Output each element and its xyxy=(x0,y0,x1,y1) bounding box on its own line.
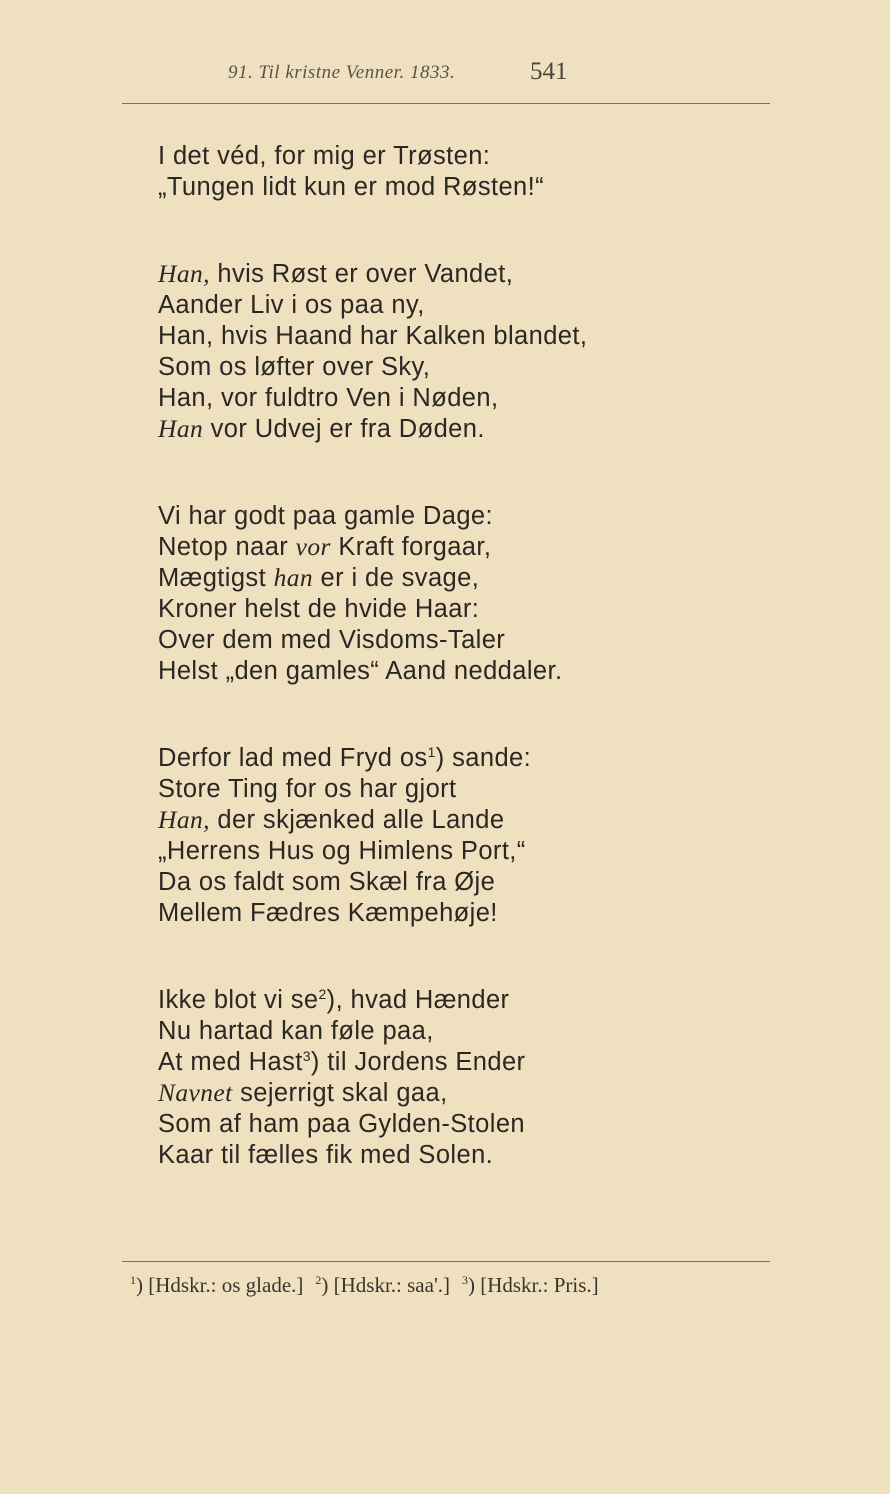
verse-line xyxy=(158,804,587,835)
footnote-mark: 2 xyxy=(315,1273,322,1287)
verse-line xyxy=(158,773,587,804)
stanza xyxy=(158,742,587,928)
verse-text: Kroner helst de hvide Haar: xyxy=(158,595,480,623)
verse-line xyxy=(158,1015,587,1046)
footnotes xyxy=(130,1273,611,1298)
verse-text: Helst „den gamles“ Aand neddaler. xyxy=(158,657,563,685)
stanza xyxy=(158,140,587,202)
footnote xyxy=(315,1273,450,1297)
verse-text: ) til Jordens Ender xyxy=(310,1048,526,1076)
italic-text: Han, xyxy=(158,805,210,834)
verse-text: „Tungen lidt kun er mod Røsten!“ xyxy=(158,173,545,201)
verse-line xyxy=(158,351,587,382)
italic-text: Navnet xyxy=(158,1078,233,1107)
footnote-ref: 1 xyxy=(427,744,436,760)
verse-line xyxy=(158,171,587,202)
verse-line xyxy=(158,1139,587,1170)
verse-text: er i de svage, xyxy=(313,564,480,592)
verse-text: Da os faldt som Skæl fra Øje xyxy=(158,868,496,896)
verse-text: Kaar til fælles fik med Solen. xyxy=(158,1141,494,1169)
verse-text: sejerrigt skal gaa, xyxy=(232,1079,448,1107)
verse-text: Han, hvis Haand har Kalken blandet, xyxy=(158,322,588,350)
footnote-ref: 2 xyxy=(318,986,327,1002)
verse-line xyxy=(158,1077,587,1108)
verse-text: ) sande: xyxy=(435,744,532,772)
verse-text: Store Ting for os har gjort xyxy=(158,775,457,803)
verse-text: Vi har godt paa gamle Dage: xyxy=(158,502,493,530)
running-title: 91. Til kristne Venner. 1833. xyxy=(228,62,456,83)
verse-text: Kraft forgaar, xyxy=(330,533,492,561)
verse-text: Nu hartad kan føle paa, xyxy=(158,1017,434,1045)
italic-text: Han, xyxy=(158,259,210,288)
verse-line xyxy=(158,624,587,655)
verse-line xyxy=(158,593,587,624)
footnote-mark: 3 xyxy=(461,1273,468,1287)
footnote-text: ) [Hdskr.: os glade.] xyxy=(136,1273,304,1297)
verse-line xyxy=(158,413,587,444)
verse-text: hvis Røst er over Vandet, xyxy=(209,260,514,288)
verse-text: Over dem med Visdoms-Taler xyxy=(158,626,506,654)
footnote-rule xyxy=(122,1261,770,1262)
verse-line xyxy=(158,984,587,1015)
verse-line xyxy=(158,897,587,928)
header-rule xyxy=(122,103,770,104)
verse-text: vor Udvej er fra Døden. xyxy=(203,415,485,443)
verse-line xyxy=(158,320,587,351)
verse-text: ), hvad Hænder xyxy=(326,986,510,1014)
footnote xyxy=(130,1273,303,1297)
verse-line xyxy=(158,655,587,686)
verse-line xyxy=(158,382,587,413)
verse-text: der skjænked alle Lande xyxy=(209,806,505,834)
verse-text: Aander Liv i os paa ny, xyxy=(158,291,425,319)
verse-line xyxy=(158,1108,587,1139)
verse-text: Netop naar xyxy=(158,533,296,561)
verse-line xyxy=(158,289,587,320)
footnote-mark: 1 xyxy=(130,1273,136,1287)
verse-line xyxy=(158,258,587,289)
verse-text: Mellem Fædres Kæmpehøje! xyxy=(158,899,498,927)
verse-text: Ikke blot vi se xyxy=(158,986,319,1014)
verse-line xyxy=(158,1046,587,1077)
verse-text: Mægtigst xyxy=(158,564,274,592)
italic-text: Han xyxy=(158,414,204,443)
footnote xyxy=(462,1273,599,1297)
stanza xyxy=(158,258,587,444)
page-number: 541 xyxy=(530,58,568,85)
verse-text: I det véd, for mig er Trøsten: xyxy=(158,142,491,170)
verse-line xyxy=(158,500,587,531)
verse-text: Som af ham paa Gylden-Stolen xyxy=(158,1110,525,1138)
stanza xyxy=(158,500,587,686)
verse-line xyxy=(158,835,587,866)
footnote-text: ) [Hdskr.: Pris.] xyxy=(467,1273,599,1297)
footnote-ref: 3 xyxy=(302,1048,311,1064)
verse-text: Derfor lad med Fryd os xyxy=(158,744,428,772)
verse-line xyxy=(158,742,587,773)
poem-body xyxy=(158,140,587,1226)
verse-text: Han, vor fuldtro Ven i Nøden, xyxy=(158,384,499,412)
verse-line xyxy=(158,562,587,593)
verse-line xyxy=(158,866,587,897)
verse-line xyxy=(158,531,587,562)
verse-line xyxy=(158,140,587,171)
stanza xyxy=(158,984,587,1170)
running-header xyxy=(228,58,768,92)
verse-text: Som os løfter over Sky, xyxy=(158,353,431,381)
italic-text: han xyxy=(273,563,314,592)
italic-text: vor xyxy=(295,532,331,561)
verse-text: At med Hast xyxy=(158,1048,303,1076)
footnote-text: ) [Hdskr.: saa'.] xyxy=(321,1273,450,1297)
verse-text: „Herrens Hus og Himlens Port,“ xyxy=(158,837,526,865)
